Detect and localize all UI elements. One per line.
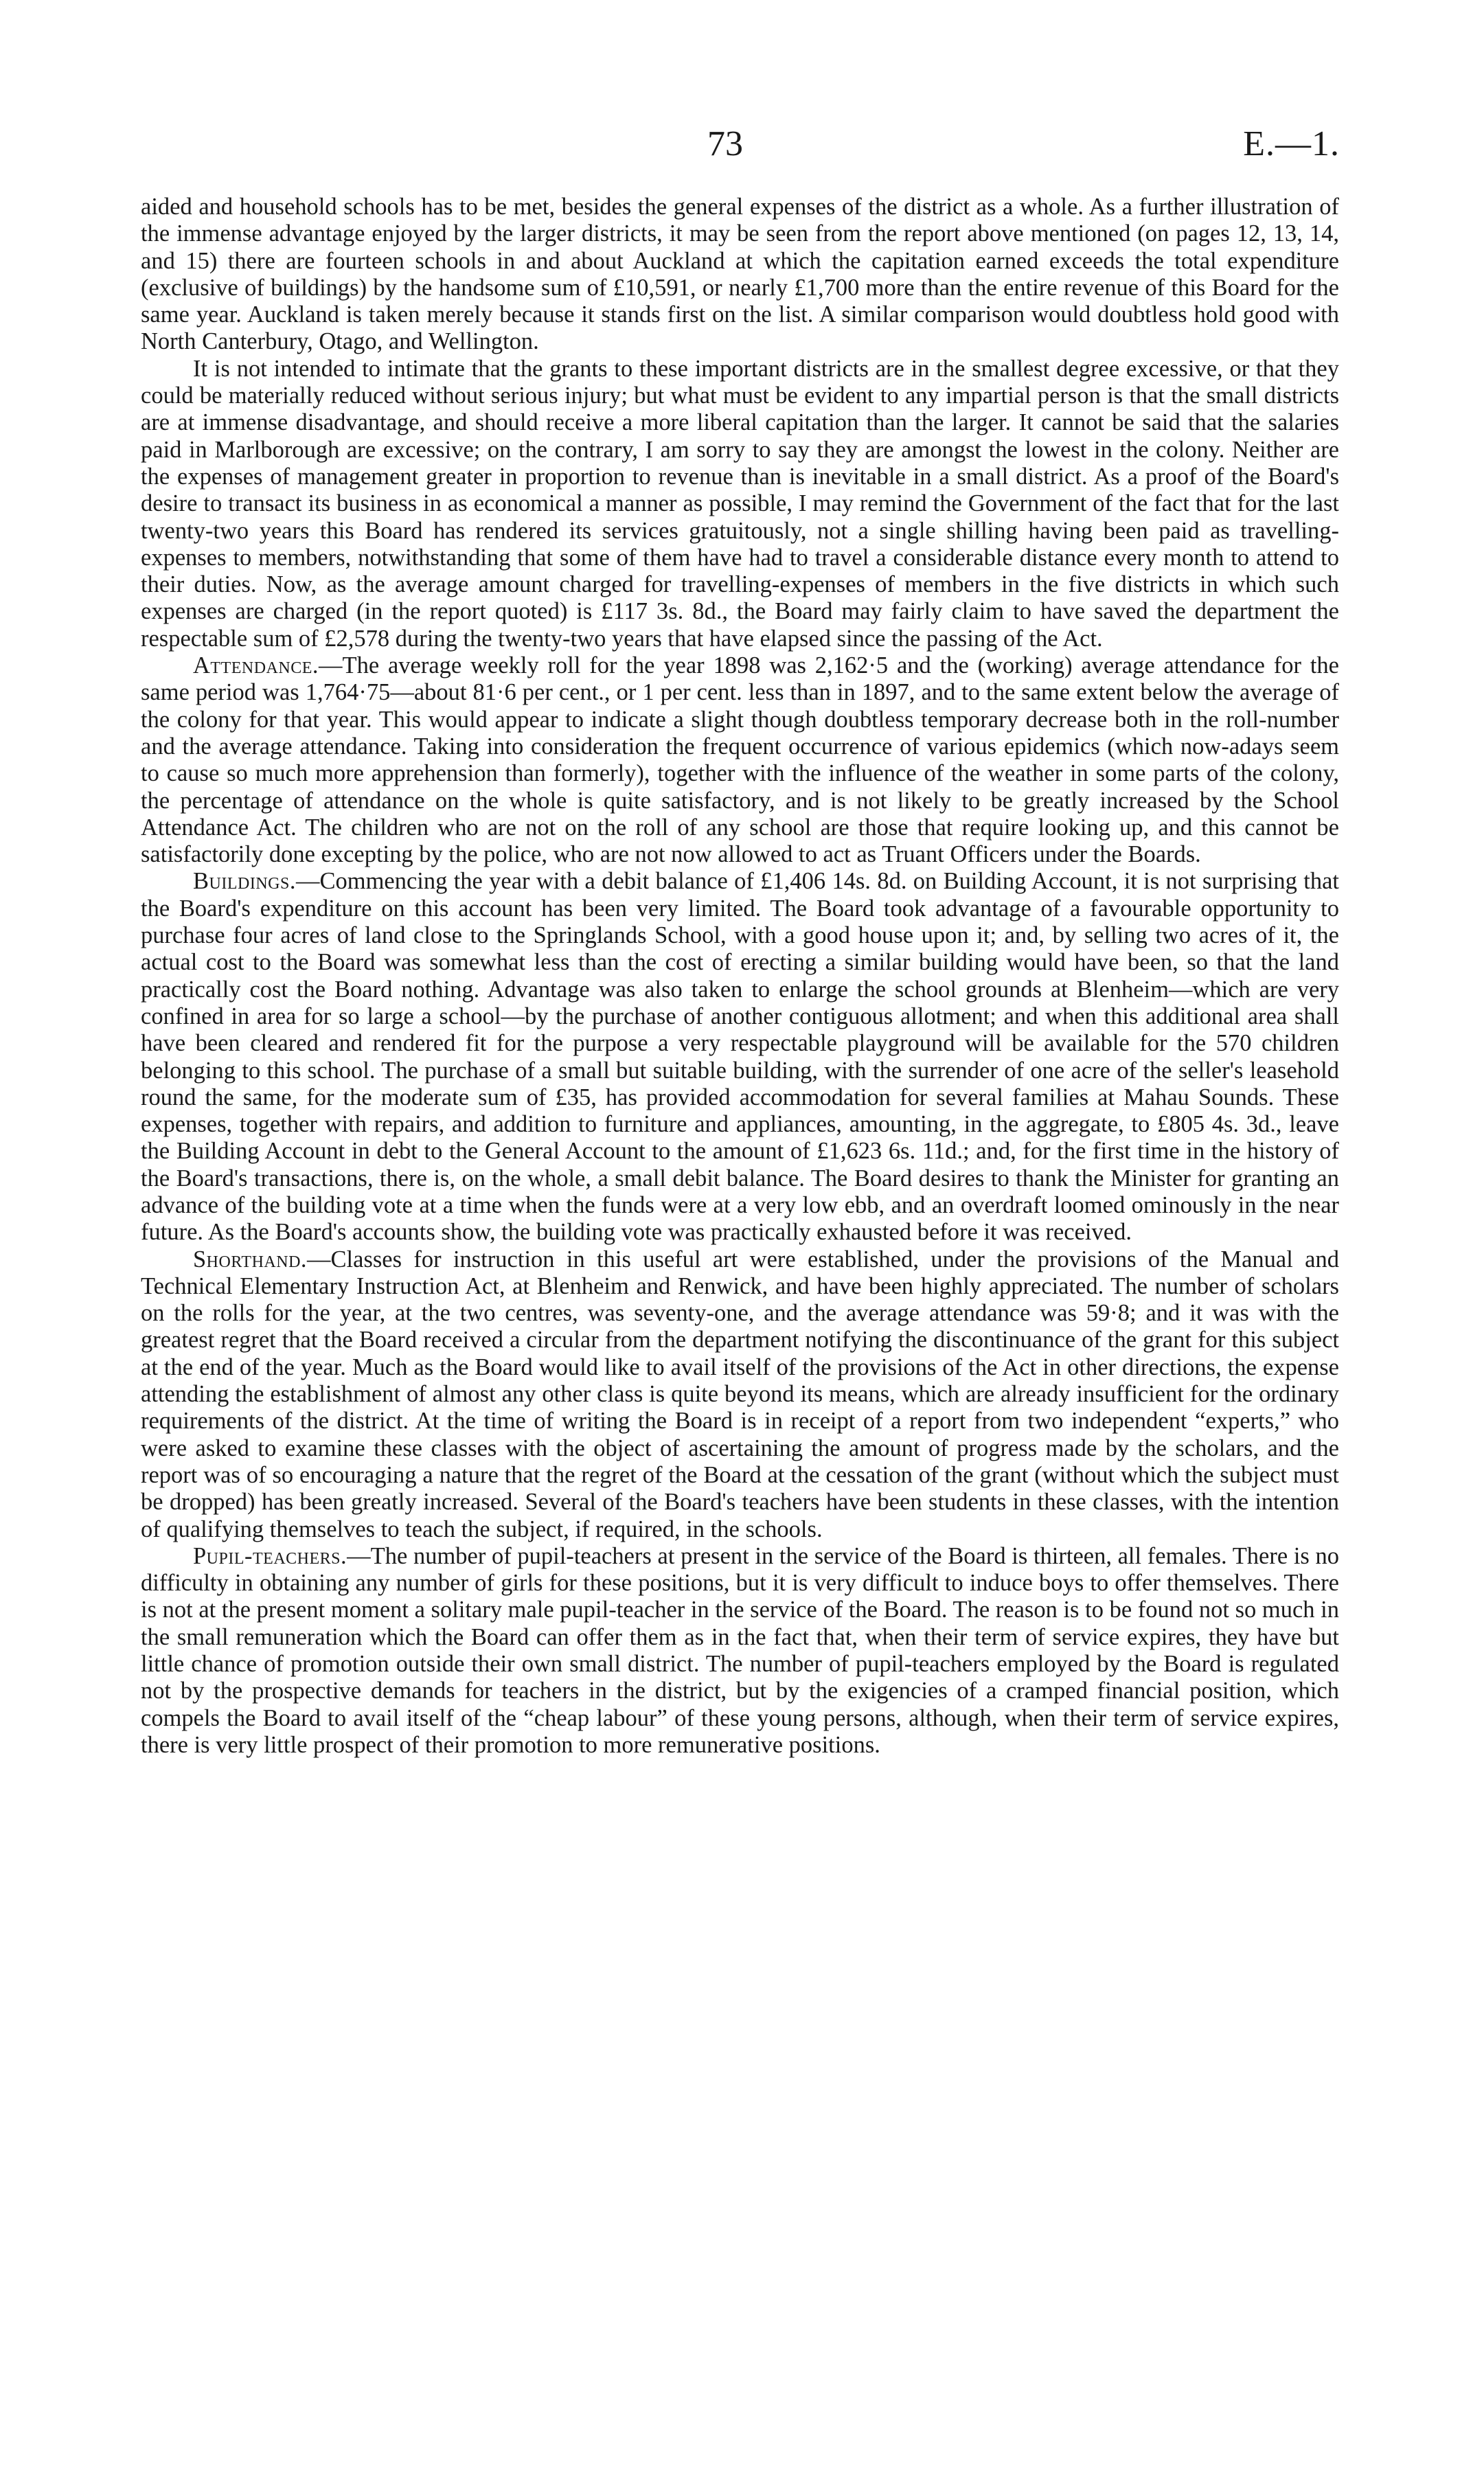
paragraph-text: aided and household schools has to be met, besides the general expenses of the district as a whole. As a further illustration of the immense advantage enjoyed by the larger districts, it may be seen from the report above mentioned (on pages 12, 13, 14, and 15) there are fourteen schools in and about Auckland at which the capitation earned exceeds the total expenditure (exclusive of buildings) by the handsome sum of £10,591, or nearly £1,700 more than the entire revenue of this Board for the same year. Auckland is taken merely because it stands first on the list. A similar comparison would doubtless hold good with North Canterbury, Otago, and Wellington. [141,194,1339,355]
paragraph-grants [141,356,1339,652]
page-header [0,124,1484,172]
section-heading-shorthand: Shorthand. [193,1246,308,1272]
paragraph-text: It is not intended to intimate that the grants to these important districts are in the smallest degree excessive, or that they could be materially reduced without serious injury; but what must be evident to any impartial person is that the small districts are at immense disadvantage, and should receive a more liberal capitation than the larger. It cannot be said that the salaries paid in Marlborough are excessive; on the contrary, I am sorry to say they are amongst the lowest in the colony. Neither are the expenses of management greater in proportion to revenue than is inevitable in a small district. As a proof of the Board's desire to transact its business in as economical a manner as possible, I may remind the Government of the fact that for the last twenty-two years this Board has rendered its services gratuitously, not a single shilling having been paid as travelling-expenses to members, notwithstanding that some of them have had to travel a considerable distance every month to attend to their duties. Now, as the average amount charged for travelling-expenses of members in the five districts in which such expenses are charged (in the report quoted) is £117 3s. 8d., the Board may fairly claim to have saved the department the respectable sum of £2,578 during the twenty-two years that have elapsed since the passing of the Act. [141,355,1339,652]
document-reference: E.—1. [1243,124,1340,163]
paragraph-shorthand [141,1246,1339,1543]
paragraph-text: —The number of pupil-teachers at present in the service of the Board is thirteen, all females. There is no difficulty in obtaining any number of girls for these positions, but it is very difficult to induce boys to offer themselves. There is not at the present moment a solitary male pupil-teacher in the service of the Board. The reason is to be found not so much in the small remuneration which the Board can offer them as in the fact that, when their term of service expires, they have but little chance of promotion outside their own small district. The number of pupil-teachers employed by the Board is regulated not by the prospective demands for teachers in the district, but by the exigencies of a cramped financial position, which compels the Board to avail itself of the “cheap labour” of these young persons, although, when their term of service expires, there is very little prospect of their promotion to more remunerative positions. [141,1542,1339,1758]
paragraph-buildings [141,868,1339,1246]
section-heading-pupil-teachers: Pupil-teachers. [193,1542,347,1569]
paragraph-text: —Classes for instruction in this useful art were established, under the provisions of the Manual and Technical Elementary Instruction Act, at Blenheim and Renwick, and have been highly appreciated. The number of scholars on the rolls for the year, at the two centres, was seventy-one, and the average attendance was 59·8; and it was with the greatest regret that the Board received a circular from the department notifying the discontinuance of the grant for this subject at the end of the year. Much as the Board would like to avail itself of the provisions of the Act in other directions, the expense attending the establishment of almost any other class is quite beyond its means, which are already insufficient for the ordinary requirements of the district. At the time of writing the Board is in receipt of a report from two independent “experts,” who were asked to examine these classes with the object of ascertaining the amount of progress made by the scholars, and the report was of so encouraging a nature that the regret of the Board at the cessation of the grant (without which the subject must be dropped) has been greatly increased. Several of the Board's teachers have been students in these classes, with the intention of qualifying themselves to teach the subject, if required, in the schools. [141,1246,1339,1542]
paragraph-text: —The average weekly roll for the year 1898 was 2,162·5 and the (working) average attendance for the same period was 1,764·75—about 81·6 per cent., or 1 per cent. less than in 1897, and to the same extent below the average of the colony for that year. This would appear to indicate a slight though doubtless temporary decrease both in the roll-number and the average attendance. Taking into consideration the frequent occurrence of various epidemics (which now-adays seem to cause so much more apprehension than formerly), together with the influence of the weather in some parts of the colony, the percentage of attendance on the whole is quite satisfactory, and is not likely to be greatly increased by the School Attendance Act. The children who are not on the roll of any school are those that require looking up, and this cannot be satisfactorily done excepting by the police, who are not now allowed to act as Truant Officers under the Boards. [141,652,1339,868]
page-number: 73 [707,124,743,163]
paragraph-continuation [141,194,1339,356]
body-text [141,194,1339,1759]
section-heading-attendance: Attendance. [193,652,319,679]
paragraph-pupil-teachers [141,1543,1339,1759]
paragraph-text: —Commencing the year with a debit balance of £1,406 14s. 8d. on Building Account, it is not surprising that the Board's expenditure on this account has been very limited. The Board took advantage of a favourable opportunity to purchase four acres of land close to the Springlands School, with a good house upon it; and, by selling two acres of it, the actual cost to the Board was somewhat less than the cost of erecting a similar building would have been, so that the land practically cost the Board nothing. Advantage was also taken to enlarge the school grounds at Blenheim—which are very confined in area for so large a school—by the purchase of another contiguous allotment; and when this additional area shall have been cleared and rendered fit for the purpose a very respectable playground will be available for the 570 children belonging to this school. The purchase of a small but suitable building, with the surrender of one acre of the seller's leasehold round the same, for the moderate sum of £35, has provided accommodation for several families at Mahau Sounds. These expenses, together with repairs, and addition to furniture and appliances, amounting, in the aggregate, to £805 4s. 3d., leave the Building Account in debt to the General Account to the amount of £1,623 6s. 11d.; and, for the first time in the history of the Board's transactions, there is, on the whole, a small debit balance. The Board desires to thank the Minister for granting an advance of the building vote at a time when the funds were at a very low ebb, and an overdraft loomed ominously in the near future. As the Board's accounts show, the building vote was practically exhausted before it was received. [141,868,1339,1246]
paragraph-attendance [141,652,1339,868]
section-heading-buildings: Buildings. [193,868,296,895]
